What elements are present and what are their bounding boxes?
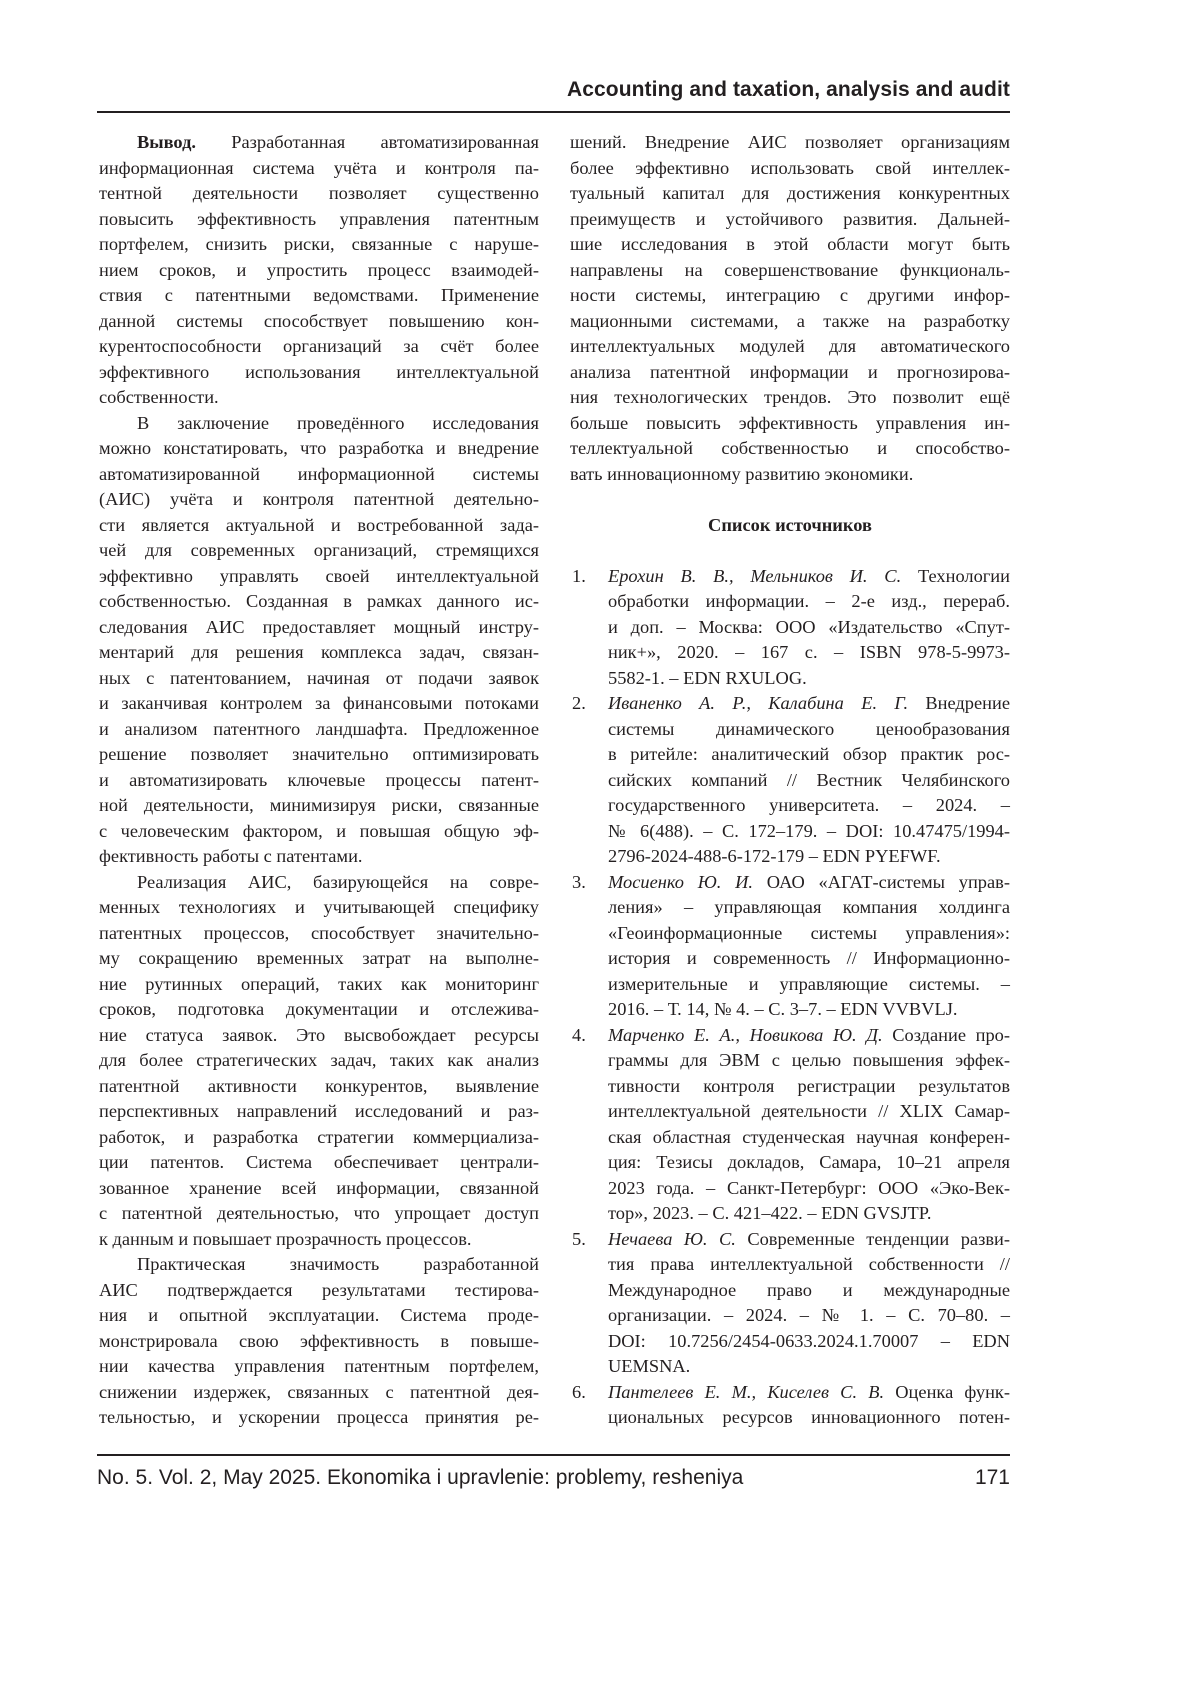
- line-text: курентоспособности организаций за счёт более: [99, 336, 539, 356]
- line-text: монстрировала свою эффективность в повыше-: [99, 1331, 539, 1351]
- line-text: теллектуальной собственностью и способство-: [570, 438, 1010, 458]
- reference-number: 6.: [572, 1380, 586, 1406]
- line-text: АИС подтверждается результатами тестирова-: [99, 1280, 539, 1300]
- reference-number: 4.: [572, 1023, 586, 1049]
- text-line: [99, 181, 539, 207]
- line-text: зованное хранение всей информации, связанной: [99, 1178, 539, 1198]
- reference-line: [608, 819, 1010, 845]
- text-line: [99, 130, 539, 156]
- text-line: [570, 436, 1010, 462]
- reference-line: [608, 1380, 1010, 1406]
- reference-line: [608, 793, 1010, 819]
- running-header: Accounting and taxation, analysis and audit: [567, 78, 1010, 102]
- reference-number: 5.: [572, 1227, 586, 1253]
- reference-line: [608, 717, 1010, 743]
- line-text: ной деятельности, минимизируя риски, связанные: [99, 795, 539, 815]
- reference-authors: Мосиенко Ю. И.: [608, 872, 753, 892]
- line-text: В заключение проведённого исследования: [137, 413, 539, 433]
- reference-line: [608, 1125, 1010, 1151]
- reference-text: Современные тенденции разви-: [747, 1229, 1010, 1249]
- line-text: следования АИС предоставляет мощный инстру-: [99, 617, 539, 637]
- line-text: собственностью. Созданная в рамках данного ис-: [99, 591, 539, 611]
- text-line: [99, 1380, 539, 1406]
- line-text: менных технологиях и учитывающей специфику: [99, 897, 539, 917]
- reference-text: Технологии: [918, 566, 1010, 586]
- line-text: патентной активности конкурентов, выявление: [99, 1076, 539, 1096]
- reference-text: 5582-1. – EDN RXULOG.: [608, 668, 807, 688]
- line-text: шений. Внедрение АИС позволяет организациям: [570, 132, 1010, 152]
- line-text: ных с патентованием, начиная от подачи заявок: [99, 668, 539, 688]
- text-line: [99, 411, 539, 437]
- reference-authors: Пантелеев Е. М., Киселев С. В.: [608, 1382, 884, 1402]
- line-text: ние статуса заявок. Это высвобождает ресурсы: [99, 1025, 539, 1045]
- text-line: [570, 334, 1010, 360]
- text-line: [99, 717, 539, 743]
- reference-text: тивности контроля регистрации результатов: [608, 1076, 1010, 1096]
- text-line: [99, 156, 539, 182]
- line-text: для более стратегических задач, таких как анализ: [99, 1050, 539, 1070]
- reference-text: ления» – управляющая компания холдинга: [608, 897, 1010, 917]
- line-text: фективность работы с патентами.: [99, 846, 363, 866]
- running-footer: [97, 1466, 1010, 1490]
- reference-text: 2023 года. – Санкт-Петербург: ООО «Эко-Век-: [608, 1178, 1010, 1198]
- footer-rule: [97, 1454, 1010, 1456]
- reference-text: тия права интеллектуальной собственности //: [608, 1254, 1010, 1274]
- line-text: интеллектуальных модулей для автоматического: [570, 336, 1010, 356]
- text-line: [99, 207, 539, 233]
- line-text: эффективно управлять своей интеллектуальной: [99, 566, 539, 586]
- text-line: [99, 921, 539, 947]
- reference-text: 2016. – Т. 14, № 4. – С. 3–7. – EDN VVBVLJ.: [608, 999, 957, 1019]
- text-line: [99, 1405, 539, 1431]
- line-text: тельностью, и ускорении процесса принятия ре-: [99, 1407, 539, 1427]
- reference-text: Внедрение: [925, 693, 1010, 713]
- reference-line: [608, 997, 1010, 1023]
- reference-line: [608, 921, 1010, 947]
- text-line: [99, 334, 539, 360]
- reference-text: «Геоинформационные системы управления»:: [608, 923, 1010, 943]
- line-text: и автоматизировать ключевые процессы патент-: [99, 770, 539, 790]
- line-text: можно констатировать, что разработка и внедрение: [99, 438, 539, 458]
- text-line: [99, 1125, 539, 1151]
- reference-line: [608, 1405, 1010, 1431]
- reference-line: [608, 640, 1010, 666]
- line-text: нии качества управления патентным портфелем,: [99, 1356, 539, 1376]
- text-line: [99, 742, 539, 768]
- line-text: ствия с патентными ведомствами. Применение: [99, 285, 539, 305]
- line-text: (АИС) учёта и контроля патентной деятельно-: [99, 489, 539, 509]
- line-text: к данным и повышает прозрачность процессов.: [99, 1229, 472, 1249]
- line-text: автоматизированной информационной системы: [99, 464, 539, 484]
- text-line: [99, 1176, 539, 1202]
- text-line: [99, 640, 539, 666]
- right-column: [570, 130, 1010, 1431]
- line-text: вать инновационному развитию экономики.: [570, 464, 913, 484]
- line-text: ние рутинных операций, таких как мониторинг: [99, 974, 539, 994]
- text-line: [570, 309, 1010, 335]
- reference-text: ция: Тезисы докладов, Самара, 10–21 апреля: [608, 1152, 1010, 1172]
- text-line: [99, 946, 539, 972]
- line-text: анализа патентной информации и прогнозирова-: [570, 362, 1010, 382]
- line-text: и заканчивая контролем за финансовыми потоками: [99, 693, 539, 713]
- line-text: ния технологических трендов. Это позволит ещё: [570, 387, 1010, 407]
- line-text: туальный капитал для достижения конкурентных: [570, 183, 1010, 203]
- text-line: [99, 1278, 539, 1304]
- reference-text: обработки информации. – 2-е изд., перераб.: [608, 591, 1010, 611]
- reference-line: [608, 1354, 1010, 1380]
- text-line: [99, 1252, 539, 1278]
- text-line: [99, 844, 539, 870]
- line-text: му сокращению временных затрат на выполне-: [99, 948, 539, 968]
- line-text: с человеческим фактором, и повышая общую эф-: [99, 821, 539, 841]
- reference-text: тор», 2023. – С. 421–422. – EDN GVSJTP.: [608, 1203, 932, 1223]
- text-line: [99, 232, 539, 258]
- line-text: более эффективно использовать свой интеллек-: [570, 158, 1010, 178]
- reference-text: ОАО «АГАТ-системы управ-: [767, 872, 1010, 892]
- reference-text: циональных ресурсов инновационного потен-: [608, 1407, 1010, 1427]
- reference-text: история и современность // Информационно-: [608, 948, 1010, 968]
- reference-line: [608, 691, 1010, 717]
- text-line: [99, 462, 539, 488]
- text-line: [99, 385, 539, 411]
- line-text: ния и опытной эксплуатации. Система проде-: [99, 1305, 539, 1325]
- text-line: [99, 1048, 539, 1074]
- reference-item: [570, 1380, 1010, 1431]
- reference-text: UEMSNA.: [608, 1356, 690, 1376]
- text-line: [99, 666, 539, 692]
- line-text: решение позволяет значительно оптимизировать: [99, 744, 539, 764]
- header-rule: [97, 111, 1010, 113]
- paragraph: [570, 130, 1010, 487]
- text-line: [570, 156, 1010, 182]
- reference-text: ская областная студенческая научная конферен-: [608, 1127, 1010, 1147]
- line-text: тентной деятельности позволяет существенно: [99, 183, 539, 203]
- text-line: [570, 385, 1010, 411]
- text-line: [570, 181, 1010, 207]
- line-text: данной системы способствует повышению кон-: [99, 311, 539, 331]
- reference-text: DOI: 10.7256/2454-0633.2024.1.70007 – EDN: [608, 1331, 1010, 1351]
- text-line: [99, 793, 539, 819]
- line-text: нием сроков, и упростить процесс взаимодей-: [99, 260, 539, 280]
- reference-text: измерительные и управляющие системы. –: [608, 974, 1010, 994]
- text-line: [570, 462, 1010, 488]
- text-line: [99, 691, 539, 717]
- reference-line: [608, 615, 1010, 641]
- reference-line: [608, 1252, 1010, 1278]
- reference-line: [608, 564, 1010, 590]
- text-line: [99, 487, 539, 513]
- text-line: [99, 819, 539, 845]
- paragraph: [99, 411, 539, 870]
- reference-line: [608, 1227, 1010, 1253]
- text-line: [99, 513, 539, 539]
- line-text: повысить эффективность управления патентным: [99, 209, 539, 229]
- reference-text: № 6(488). – С. 172–179. – DOI: 10.47475/1994-: [608, 821, 1010, 841]
- reference-text: граммы для ЭВМ с целью повышения эффек-: [608, 1050, 1010, 1070]
- line-text: мационными системами, а также на разработку: [570, 311, 1010, 331]
- reference-line: [608, 589, 1010, 615]
- reference-text: и доп. – Москва: ООО «Издательство «Спут-: [608, 617, 1010, 637]
- line-text: направлены на совершенствование функциональ-: [570, 260, 1010, 280]
- text-line: [99, 1099, 539, 1125]
- line-text: шие исследования в этой области могут быть: [570, 234, 1010, 254]
- reference-line: [608, 666, 1010, 692]
- reference-line: [608, 946, 1010, 972]
- journal-citation: No. 5. Vol. 2, May 2025. Ekonomika i upravlenie: problemy, resheniya: [97, 1466, 743, 1490]
- text-line: [99, 360, 539, 386]
- reference-item: [570, 691, 1010, 870]
- reference-item: [570, 870, 1010, 1023]
- reference-text: в ритейле: аналитический обзор практик рос-: [608, 744, 1010, 764]
- line-text: Практическая значимость разработанной: [137, 1254, 539, 1274]
- text-line: [99, 997, 539, 1023]
- page-number: 171: [975, 1466, 1010, 1490]
- text-line: [570, 232, 1010, 258]
- reference-authors: Иваненко А. Р., Калабина Е. Г.: [608, 693, 908, 713]
- text-line: [570, 411, 1010, 437]
- reference-line: [608, 1201, 1010, 1227]
- reference-text: интеллектуальной деятельности // XLIX Самар-: [608, 1101, 1010, 1121]
- reference-text: государственного университета. – 2024. –: [608, 795, 1010, 815]
- reference-line: [608, 1048, 1010, 1074]
- left-column: [99, 130, 539, 1431]
- text-line: [99, 309, 539, 335]
- text-line: [99, 1023, 539, 1049]
- line-text: Реализация АИС, базирующейся на совре-: [137, 872, 539, 892]
- paragraph: [99, 1252, 539, 1431]
- line-text: патентных процессов, способствует значительно-: [99, 923, 539, 943]
- text-line: [99, 972, 539, 998]
- text-line: [99, 538, 539, 564]
- text-line: [99, 1329, 539, 1355]
- text-line: [99, 768, 539, 794]
- reference-text: 2796-2024-488-6-172-179 – EDN PYEFWF.: [608, 846, 941, 866]
- reference-line: [608, 1099, 1010, 1125]
- reference-line: [608, 1303, 1010, 1329]
- text-line: [570, 130, 1010, 156]
- reference-authors: Ерохин В. В., Мельников И. С.: [608, 566, 901, 586]
- reference-item: [570, 1023, 1010, 1227]
- reference-text: Международное право и международные: [608, 1280, 1010, 1300]
- text-line: [570, 283, 1010, 309]
- line-text: Разработанная автоматизированная: [231, 132, 539, 152]
- text-line: [99, 1227, 539, 1253]
- paragraph: [99, 130, 539, 411]
- reference-text: организации. – 2024. – № 1. – С. 70–80. –: [608, 1305, 1010, 1325]
- reference-line: [608, 895, 1010, 921]
- line-text: ментарий для решения комплекса задач, связан-: [99, 642, 539, 662]
- reference-line: [608, 1278, 1010, 1304]
- reference-text: сийских компаний // Вестник Челябинского: [608, 770, 1010, 790]
- reference-line: [608, 972, 1010, 998]
- text-line: [99, 1201, 539, 1227]
- line-text: преимуществ и устойчивого развития. Дальней-: [570, 209, 1010, 229]
- reference-line: [608, 870, 1010, 896]
- text-line: [99, 283, 539, 309]
- text-line: [99, 895, 539, 921]
- reference-authors: Марченко Е. А., Новикова Ю. Д.: [608, 1025, 883, 1045]
- reference-line: [608, 1150, 1010, 1176]
- line-text: перспективных направлений исследований и раз-: [99, 1101, 539, 1121]
- reference-line: [608, 742, 1010, 768]
- text-line: [99, 1150, 539, 1176]
- reference-text: Создание про-: [892, 1025, 1010, 1045]
- line-text: сроков, подготовка документации и отслежива-: [99, 999, 539, 1019]
- reference-line: [608, 1176, 1010, 1202]
- text-line: [99, 615, 539, 641]
- paragraph: [99, 870, 539, 1253]
- text-line: [99, 1303, 539, 1329]
- reference-text: ник+», 2020. – 167 с. – ISBN 978-5-9973-: [608, 642, 1010, 662]
- reference-line: [608, 1023, 1010, 1049]
- paragraph-lead: Вывод.: [137, 132, 196, 152]
- line-text: собственности.: [99, 387, 219, 407]
- line-text: снижении издержек, связанных с патентной дея-: [99, 1382, 539, 1402]
- text-line: [99, 436, 539, 462]
- text-line: [99, 1074, 539, 1100]
- text-line: [99, 1354, 539, 1380]
- reference-item: [570, 564, 1010, 692]
- text-line: [99, 589, 539, 615]
- text-line: [570, 360, 1010, 386]
- line-text: больше повысить эффективность управления ин-: [570, 413, 1010, 433]
- reference-line: [608, 1329, 1010, 1355]
- reference-number: 1.: [572, 564, 586, 590]
- line-text: чей для современных организаций, стремящихся: [99, 540, 539, 560]
- reference-line: [608, 1074, 1010, 1100]
- reference-authors: Нечаева Ю. С.: [608, 1229, 736, 1249]
- line-text: информационная система учёта и контроля па-: [99, 158, 539, 178]
- reference-number: 3.: [572, 870, 586, 896]
- line-text: портфелем, снизить риски, связанные с наруше-: [99, 234, 539, 254]
- line-text: работок, и разработка стратегии коммерциализа-: [99, 1127, 539, 1147]
- line-text: сти является актуальной и востребованной зада-: [99, 515, 539, 535]
- text-line: [99, 258, 539, 284]
- line-text: ции патентов. Система обеспечивает централи-: [99, 1152, 539, 1172]
- text-line: [99, 564, 539, 590]
- reference-item: [570, 1227, 1010, 1380]
- text-line: [570, 207, 1010, 233]
- references-heading: Список источников: [570, 513, 1010, 539]
- reference-text: системы динамического ценообразования: [608, 719, 1010, 739]
- line-text: с патентной деятельностью, что упрощает доступ: [99, 1203, 539, 1223]
- reference-number: 2.: [572, 691, 586, 717]
- line-text: ности системы, интеграцию с другими инфор-: [570, 285, 1010, 305]
- text-line: [570, 258, 1010, 284]
- line-text: эффективного использования интеллектуальной: [99, 362, 539, 382]
- line-text: и анализом патентного ландшафта. Предложенное: [99, 719, 539, 739]
- reference-text: Оценка функ-: [895, 1382, 1010, 1402]
- reference-line: [608, 844, 1010, 870]
- reference-line: [608, 768, 1010, 794]
- text-line: [99, 870, 539, 896]
